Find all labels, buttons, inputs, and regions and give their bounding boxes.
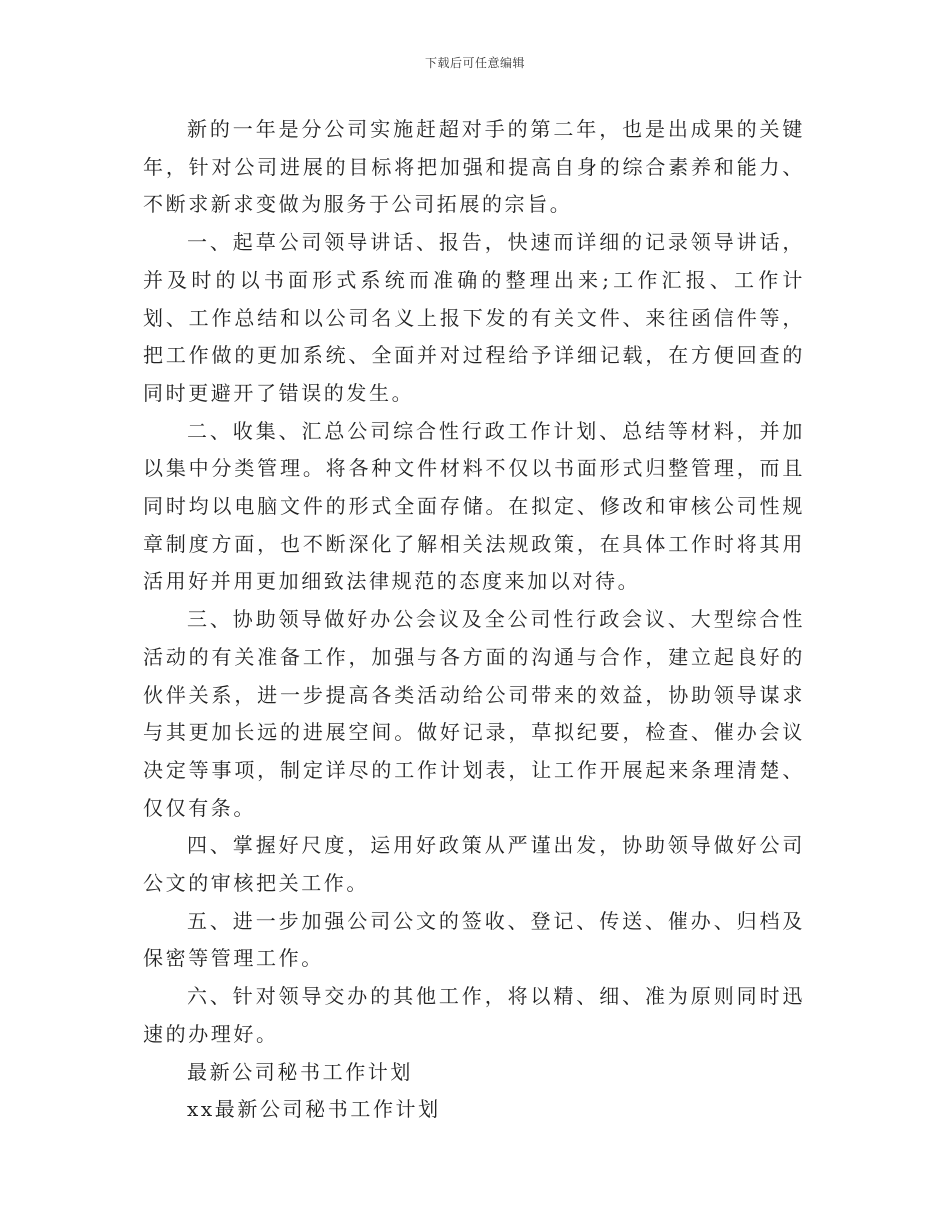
paragraph-item-2: 二、收集、汇总公司综合性行政工作计划、总结等材料，并加以集中分类管理。将各种文件材料不仅以书面形式归整管理，而且同时均以电脑文件的形式全面存储。在拟定、修改和审核公司性规章制度方面，也不断深化了解相关法规政策，在具体工作时将其用活用好并用更加细致法律规范的态度来加以对待。 — [143, 418, 805, 594]
paragraph-item-5: 五、进一步加强公司公文的签收、登记、传送、催办、归档及保密等管理工作。 — [143, 908, 805, 971]
paragraph-item-4: 四、掌握好尺度，运用好政策从严谨出发，协助领导做好公司公文的审核把关工作。 — [143, 833, 805, 896]
paragraph-intro: 新的一年是分公司实施赶超对手的第二年，也是出成果的关键年，针对公司进展的目标将把加强和提高自身的综合素养和能力、不断求新求变做为服务于公司拓展的宗旨。 — [143, 117, 805, 217]
section-subtitle: xx最新公司秘书工作计划 — [187, 1097, 441, 1122]
document-body — [143, 111, 805, 1129]
paragraph-item-6: 六、针对领导交办的其他工作，将以精、细、准为原则同时迅速的办理好。 — [143, 984, 805, 1046]
page-header: 下载后可任意编辑 — [424, 56, 525, 70]
paragraph-item-3: 三、协助领导做好办公会议及全公司性行政会议、大型综合性活动的有关准备工作，加强与各方面的沟通与合作，建立起良好的伙伴关系，进一步提高各类活动给公司带来的效益，协助领导谋求与其更加长远的进展空间。做好记录，草拟纪要，检查、催办会议决定等事项，制定详尽的工作计划表，让工作开展起来条理清楚、仅仅有条。 — [143, 607, 805, 820]
section-title: 最新公司秘书工作计划 — [187, 1059, 413, 1084]
paragraph-item-1: 一、起草公司领导讲话、报告，快速而详细的记录领导讲话，并及时的以书面形式系统而准确的整理出来;工作汇报、工作计划、工作总结和以公司名义上报下发的有关文件、来往函信件等，把工作做的更加系统、全面并对过程给予详细记载，在方便回查的同时更避开了错误的发生。 — [143, 230, 805, 405]
